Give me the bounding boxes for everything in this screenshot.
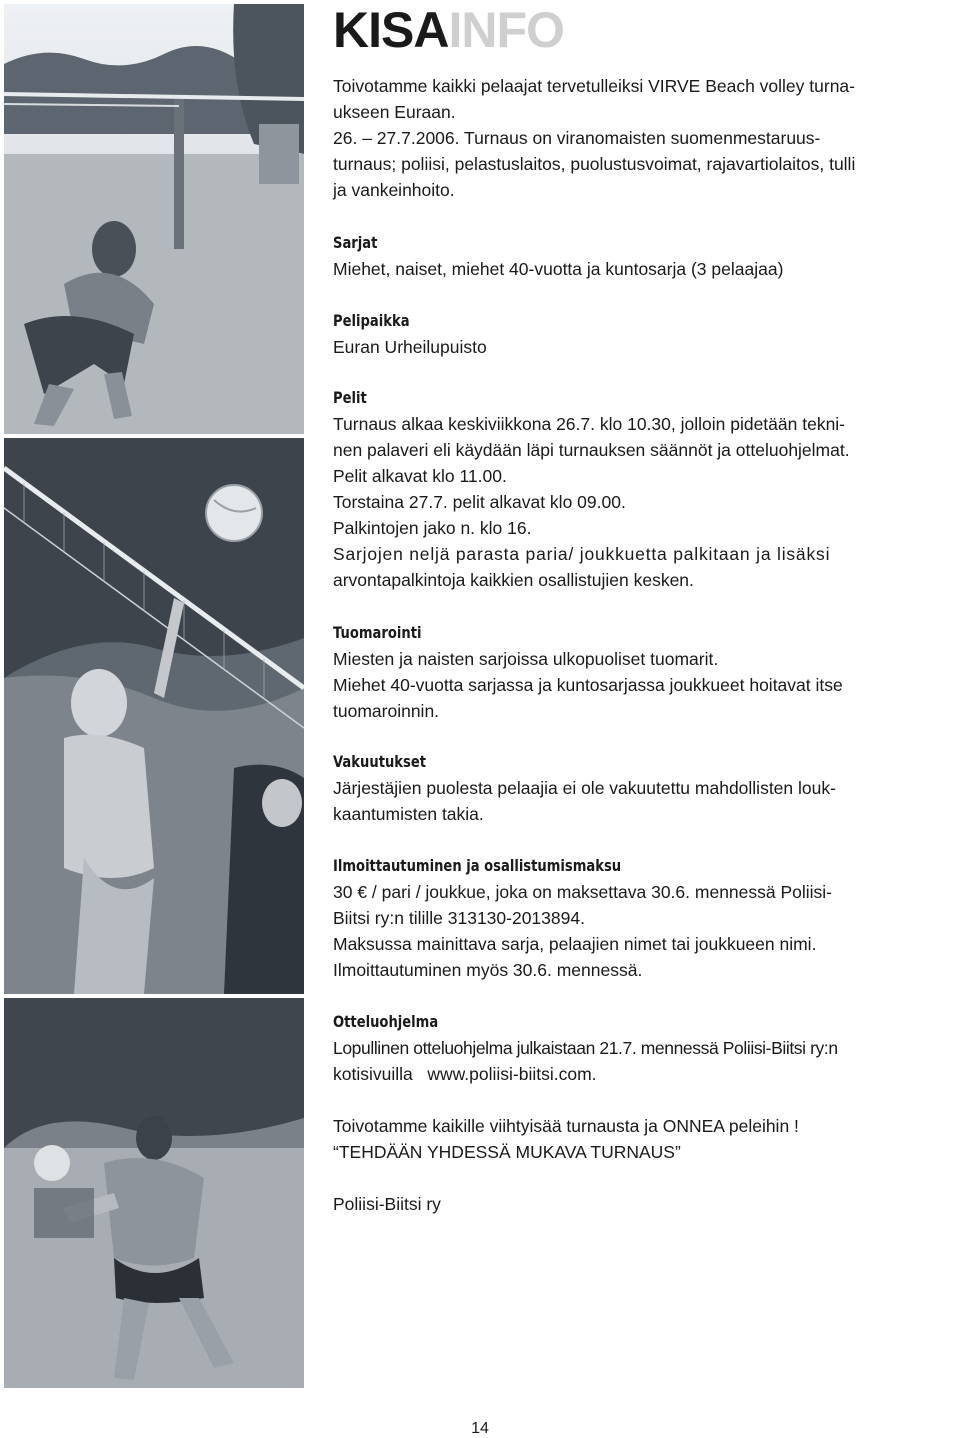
section-line: Lopullinen otteluohjelma julkaistaan 21.7. mennessä Poliisi-Biitsi ry:n [333, 1038, 838, 1058]
section-sarjat [333, 230, 953, 282]
section-line: Miehet 40-vuotta sarjassa ja kuntosarjassa joukkueet hoitavat itse [333, 675, 843, 695]
section-line: Maksussa mainittava sarja, pelaajien nimet tai joukkueen nimi. [333, 934, 817, 954]
section-heading: Tuomarointi [333, 623, 422, 642]
section-line: nen palaveri eli käydään läpi turnauksen säännöt ja otteluohjelmat. [333, 440, 850, 460]
section-otteluohjelma [333, 1009, 953, 1087]
section-pelipaikka [333, 308, 953, 360]
page-title [333, 2, 564, 58]
section-ilmoittautuminen [333, 853, 953, 983]
section-line: kotisivuilla www.poliisi-biitsi.com. [333, 1064, 597, 1084]
signature-text: Poliisi-Biitsi ry [333, 1194, 441, 1214]
photo-strip [4, 4, 304, 1388]
section-line: Miesten ja naisten sarjoissa ulkopuoliset tuomarit. [333, 649, 719, 669]
intro-line: ukseen Euraan. [333, 102, 456, 122]
section-line: Sarjojen neljä parasta paria/ joukkuetta palkitaan ja lisäksi [333, 544, 831, 564]
section-heading: Pelipaikka [333, 311, 410, 330]
intro-line: 26. – 27.7.2006. Turnaus on viranomaisten suomenmestaruus- [333, 128, 821, 148]
section-tuomarointi [333, 620, 953, 724]
section-line: Euran Urheilupuisto [333, 337, 487, 357]
section-line: Ilmoittautuminen myös 30.6. mennessä. [333, 960, 643, 980]
intro-paragraph [333, 73, 953, 203]
section-heading: Otteluohjelma [333, 1012, 439, 1031]
closing-line: Toivotamme kaikille viihtyisää turnausta ja ONNEA peleihin ! [333, 1116, 799, 1136]
photo-player-bumping [4, 998, 304, 1388]
section-line: arvontapalkintoja kaikkien osallistujien kesken. [333, 570, 694, 590]
section-line: Pelit alkavat klo 11.00. [333, 466, 507, 486]
section-pelit [333, 385, 953, 593]
section-line: Turnaus alkaa keskiviikkona 26.7. klo 10.30, jolloin pidetään tekni- [333, 414, 846, 434]
intro-line: turnaus; poliisi, pelastuslaitos, puolustusvoimat, rajavartiolaitos, tulli [333, 154, 856, 174]
intro-line: Toivotamme kaikki pelaajat tervetulleiksi VIRVE Beach volley turna- [333, 76, 855, 96]
section-line: kaantumisten takia. [333, 804, 484, 824]
section-line: 30 € / pari / joukkue, joka on maksettava 30.6. mennessä Poliisi- [333, 882, 833, 902]
section-heading: Sarjat [333, 233, 378, 252]
photo-player-spiking [4, 438, 304, 994]
closing-line: “TEHDÄÄN YHDESSÄ MUKAVA TURNAUS” [333, 1142, 681, 1162]
section-line: Järjestäjien puolesta pelaajia ei ole vakuutettu mahdollisten louk- [333, 778, 836, 798]
closing-paragraph [333, 1113, 953, 1165]
section-line: Miehet, naiset, miehet 40-vuotta ja kuntosarja (3 pelaajaa) [333, 259, 784, 279]
section-line: tuomaroinnin. [333, 701, 440, 721]
intro-line: ja vankeinhoito. [333, 180, 455, 200]
section-line: Biitsi ry:n tilille 313130-2013894. [333, 908, 585, 928]
photo-player-receiving [4, 4, 304, 434]
section-vakuutukset [333, 749, 953, 827]
signature [333, 1191, 953, 1217]
section-heading: Vakuutukset [333, 752, 427, 771]
title-part-info: INFO [448, 2, 564, 58]
section-heading: Ilmoittautuminen ja osallistumismaksu [333, 856, 622, 875]
section-line: Palkintojen jako n. klo 16. [333, 518, 532, 538]
section-line: Torstaina 27.7. pelit alkavat klo 09.00. [333, 492, 626, 512]
section-heading: Pelit [333, 388, 367, 407]
page-number: 14 [471, 1420, 489, 1437]
title-part-kisa: KISA [333, 2, 449, 58]
